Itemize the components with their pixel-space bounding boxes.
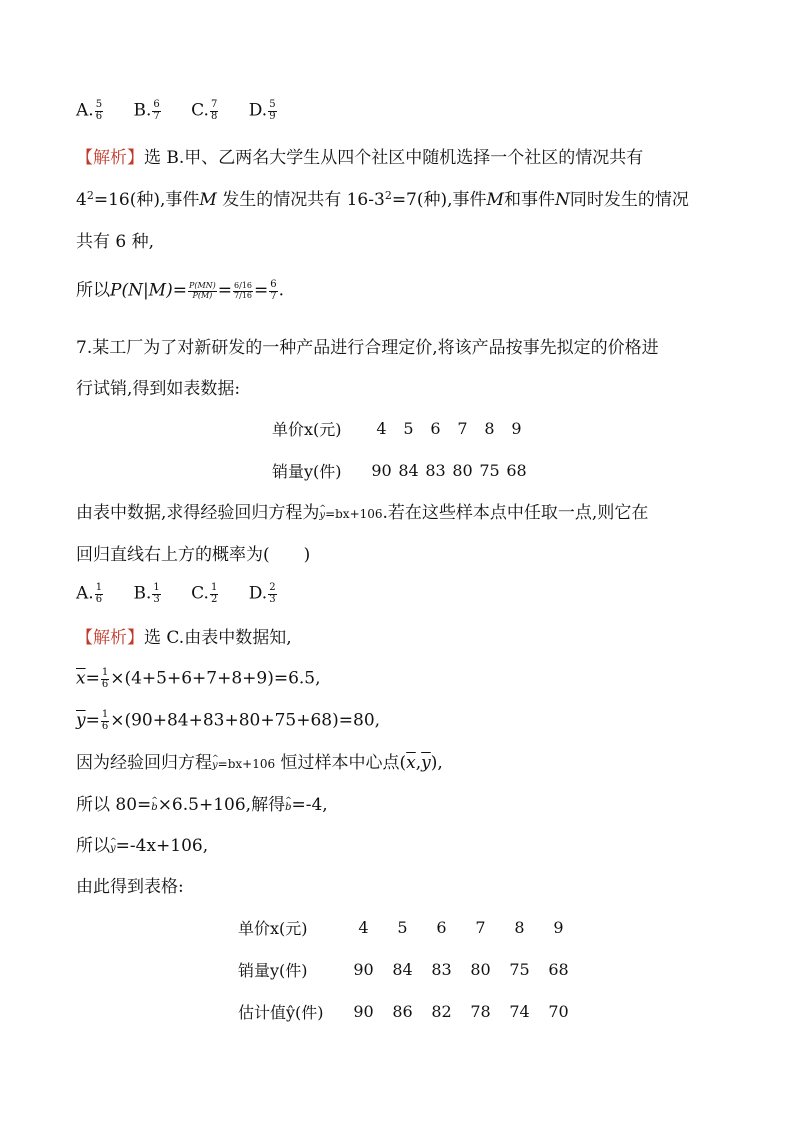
q7-analysis-mean-y: $\overline{y}=$ $\frac{1}{6}$ ×(90+84+83+80+75+68)=80,: [76, 709, 381, 732]
q6-option-b: B. $\frac{6}{7}$: [133, 99, 160, 122]
analysis-tag: 【解析】: [76, 148, 144, 168]
q7-estimate-table: [238, 906, 578, 1032]
q6-analysis-line4: 所以P(N|M)= $\frac{P(MN)}{P(M)}$ = $\frac{6/16}{7/16}$ = $\frac{6}{7}$ .: [76, 279, 285, 302]
q7-analysis-mean-x: $\overline{x}=$ $\frac{1}{6}$ ×(4+5+6+7+8+9)=6.5,: [76, 667, 321, 690]
q7-analysis-line6: 所以^ y=-4x+106,: [76, 838, 208, 855]
q7-analysis-line1: 【解析】选 C.由表中数据知,: [76, 628, 292, 648]
table-row: 销量y(件) 90 84 83 80 75 68: [272, 460, 527, 481]
q7-stem-line2: 行试销,得到如表数据:: [76, 379, 241, 399]
q6-analysis-line3: 共有 6 种,: [76, 232, 155, 252]
q7-option-b: B. $\frac{1}{3}$: [133, 582, 160, 605]
analysis-tag: 【解析】: [76, 628, 144, 648]
q7-data-table: [272, 407, 530, 491]
q6-option-d: D. $\frac{5}{9}$: [248, 99, 276, 122]
q6-option-a: A. $\frac{5}{6}$: [76, 99, 103, 122]
table-row: 估计值ŷ(件) 90 86 82 78 74 70: [238, 1001, 569, 1022]
q7-stem-line4: 回归直线右上方的概率为( ): [76, 545, 311, 565]
q6-option-c: C. $\frac{7}{8}$: [191, 99, 218, 122]
q7-options: [76, 583, 302, 605]
q7-option-a: A. $\frac{1}{6}$: [76, 582, 103, 605]
q7-analysis-line7: 由此得到表格:: [76, 877, 184, 897]
q7-option-c: C. $\frac{1}{2}$: [191, 582, 218, 605]
q7-analysis-line5: 所以 80=^ b×6.5+106,解得^ b=-4,: [76, 797, 328, 814]
q7-option-d: D. $\frac{2}{3}$: [248, 582, 276, 605]
q6-options: [76, 100, 302, 122]
table-row: 单价x(元) 4 5 6 7 8 9: [272, 418, 522, 439]
table-row: 销量y(件) 90 84 83 80 75 68: [238, 959, 569, 980]
q6-analysis-line1: 【解析】选 B.甲、乙两名大学生从四个社区中随机选择一个社区的情况共有: [76, 148, 644, 168]
table-row: 单价x(元) 4 5 6 7 8 9: [238, 917, 564, 938]
q7-stem-line3: 由表中数据,求得经验回归方程为^ y=bx+106.若在这些样本点中任取一点,则它在: [76, 505, 648, 522]
q7-analysis-line4: 因为经验回归方程^ y=bx+106 恒过样本中心点$(\overline{x},\overline{y})$,: [76, 755, 443, 772]
q6-analysis-line2: $4^2=16$(种),事件M 发生的情况共有 $16-3^2=7$(种),事件M和事件N同时发生的情况: [76, 189, 689, 210]
q7-stem-line1: 7.某工厂为了对新研发的一种产品进行合理定价,将该产品按事先拟定的价格进: [76, 338, 659, 358]
